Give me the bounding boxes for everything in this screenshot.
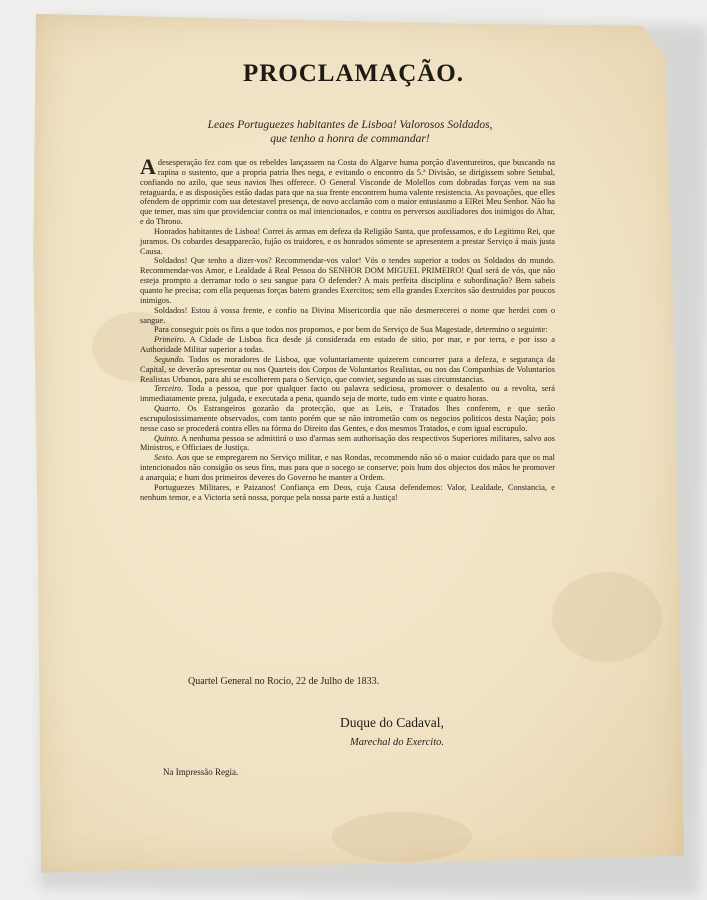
paragraph-3: Soldados! Que tenho a dizer-vos? Recommendar-vos valor! Vós o tendes superior a todos os Soldados do mundo. Recommendar-vos Amor, e Lealdade á Real Pessoa do SENHOR DOM MIGUEL PRIMEIRO! Qual será de vós, que não esteja prompto a derramar todo o seu sangue para O defender? A mais perfeita disciplina e subordinação? Bem sabeis quanto he precisa; com ella pequenas forças batem grandes Exercitos; sem ella grandes Exercitos são destruidos por poucos inimigos.: [140, 256, 555, 305]
paragraph-5: Para conseguir pois os fins a que todos nos propomos, e por bem do Serviço de Sua Magestade, determino o seguinte:: [154, 325, 548, 335]
paragraph-1-text: desesperação fez com que os rebeldes lançassem na Costa do Algarve huma porção d'aventureiros, que buscando na rapina o sustento, que a propria patria lhes nega, e evitando o encontro da 5.ª Divisão, se dirigissem sobre Setubal, confiando no azilo, que seus navios lhes offerece. O General Visconde de Molellos com dobradas forças vem na sua retaguarda, e as disposições estão dadas para que na sua frente encontrem huma valente resistencia. As povoações, que elles ofendem de opprimir com sua detestavel presença, de novo acclamão com o maior entusiasmo a ElRei Meu Senhor. Não ha que temer, mas sim que providenciar contra os mal intencionados, e contra os perversos auxiliadores dos inimigos do Altar, e do Throno.: [140, 158, 555, 227]
proclamation-body: [140, 154, 555, 503]
document-subtitle: [150, 118, 550, 146]
article-4-text: Os Estrangeiros gozarão da protecção, que as Leis, e Tratados lhes conferem, e que serão escrupulosissimamente observados, com tanto porém que se não intrometão com os negocios politicos desta Nação; pois nesse caso se procederá contra elles na fórma do Direito das Gentes, e dos mesmos Tratados, e com igual escrupulo.: [140, 404, 555, 433]
article-5-text: A nenhuma pessoa se admittirá o uso d'armas sem authorisação dos respectivos Superiores militares, salvo aos Ministros, e Officiaes de Justiça.: [140, 433, 555, 453]
paragraph-1: [140, 154, 555, 227]
article-3: [140, 384, 555, 404]
article-3-label: Terceiro.: [154, 384, 184, 394]
article-1: [140, 335, 555, 355]
printer-imprint: Na Impressão Regia.: [163, 767, 239, 777]
article-4: [140, 404, 555, 434]
article-2-text: Todos os moradores de Lisboa, que voluntariamente quizerem concorrer para a defeza, e segurança da Capital, se deverão apresentar ou nos Quarteis dos Corpos de Voluntarios Realistas, ou nos das Companhias de Voluntarios Realistas Urbanos, para ahi se escolherem para o Serviço, que convier, segundo as suas circumstancias.: [140, 354, 555, 384]
paragraph-2: Honrados habitantes de Lisboa! Correi ás armas em defeza da Religião Santa, que professamos, e do Legitimo Rei, que juramos. Os cobardes desapparecão, fujão os traidores, e os honrados sómente se apresentem a prestar Serviço á mais justa Causa.: [140, 226, 555, 256]
document-title: PROCLAMAÇÃO.: [242, 60, 464, 87]
article-1-text: A Cidade de Lisboa fica desde já considerada em estado de sitio, por mar, e por terra, e por isso a Authoridade Militar superior a todas.: [140, 335, 555, 355]
article-4-label: Quarto.: [154, 404, 181, 414]
article-5: [140, 434, 555, 454]
drop-cap: A: [140, 154, 156, 179]
article-6-label: Sexto.: [154, 453, 175, 463]
article-5-label: Quinto.: [154, 433, 180, 443]
foxing-spot: [552, 572, 662, 662]
article-1-label: Primeiro.: [154, 335, 186, 345]
article-3-text: Toda a pessoa, que por qualquer facto ou palavra sediciosa, promover o desalento ou a revolta, será immediatamente preza, julgada, e executada a pena, quando seja de morte, tudo em vinte e quatro horas.: [140, 384, 555, 404]
dateline: Quartel General no Rocio, 22 de Julho de 1833.: [188, 676, 380, 687]
subtitle-line-2: que tenho a honra de commandar!: [270, 133, 430, 145]
article-2: [140, 355, 555, 385]
signature-title: Marechal do Exercito.: [350, 737, 444, 748]
paragraph-4: Soldados! Estou á vossa frente, e confio na Divina Misericordia que não desmerecerei o nome que herdei com o sangue.: [140, 305, 555, 325]
article-6-text: Aos que se empregarem no Serviço militar, e nas Rondas, recommendo não só o maior cuidado para que os mal intencionados não consigão os seus fins, mas para que o socego se conserve; pois hum dos objectos dos mãos he promover a anarquia; e hum dos primeiros deveres do Governo he manter a Ordem.: [140, 453, 555, 482]
article-2-label: Segundo.: [154, 354, 185, 364]
closing-paragraph: Portuguezes Militares, e Paizanos! Confiança em Deos, cuja Causa defendemos: Valor, Lealdade, Constancia, e nenhum temor, e a Victoria será nossa, porque pela nossa parte está a Justiça!: [140, 482, 555, 502]
signature-name: Duque do Cadaval,: [340, 715, 444, 730]
subtitle-line-1: Leaes Portuguezes habitantes de Lisboa! Valorosos Soldados,: [207, 119, 493, 131]
article-6: [140, 453, 555, 483]
foxing-spot: [332, 812, 472, 862]
